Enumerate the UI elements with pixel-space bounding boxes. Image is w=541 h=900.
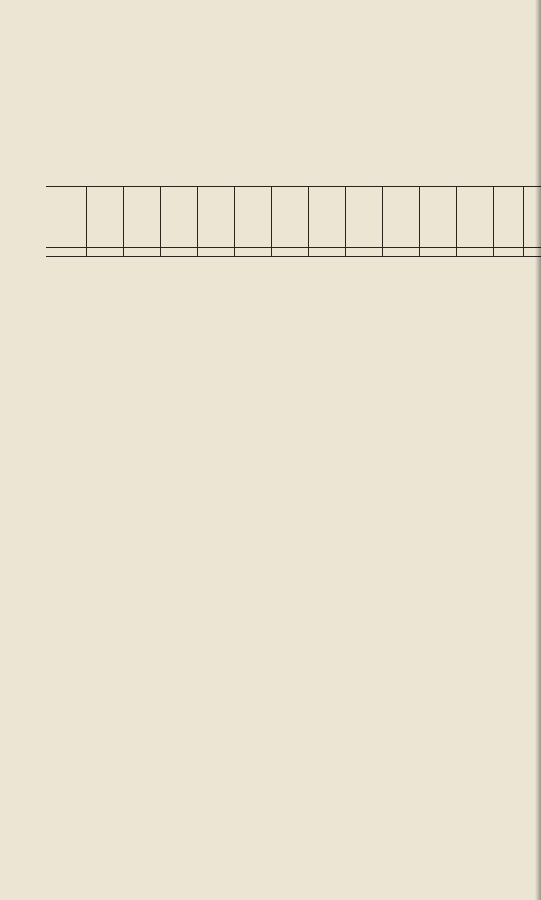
header-month-5 [234,187,271,248]
header-year [46,187,86,248]
month-11-column [456,256,493,257]
month-10-column [419,256,456,257]
month-3-column [160,256,197,257]
header-month-3 [160,187,197,248]
header-month-8 [345,187,382,248]
year-column [46,256,86,257]
month-4-column [197,256,234,257]
month-6-column [271,256,308,257]
header-month-7 [308,187,345,248]
header-month-9 [382,187,419,248]
header-month-12 [493,187,523,248]
header-month-1 [86,187,123,248]
header-month-2 [123,187,160,248]
month-2-column [123,256,160,257]
mineralization-table [46,186,541,257]
month-12-column [493,256,523,257]
header-month-6 [271,187,308,248]
table-body-row [46,256,541,257]
month-1-column [86,256,123,257]
header-month-11 [456,187,493,248]
month-7-column [308,256,345,257]
table-header-row [46,187,541,248]
header-month-10 [419,187,456,248]
month-5-column [234,256,271,257]
table-spacer-row [46,248,541,257]
month-8-column [345,256,382,257]
month-9-column [382,256,419,257]
page-edge-shadow [535,0,541,900]
header-month-4 [197,187,234,248]
